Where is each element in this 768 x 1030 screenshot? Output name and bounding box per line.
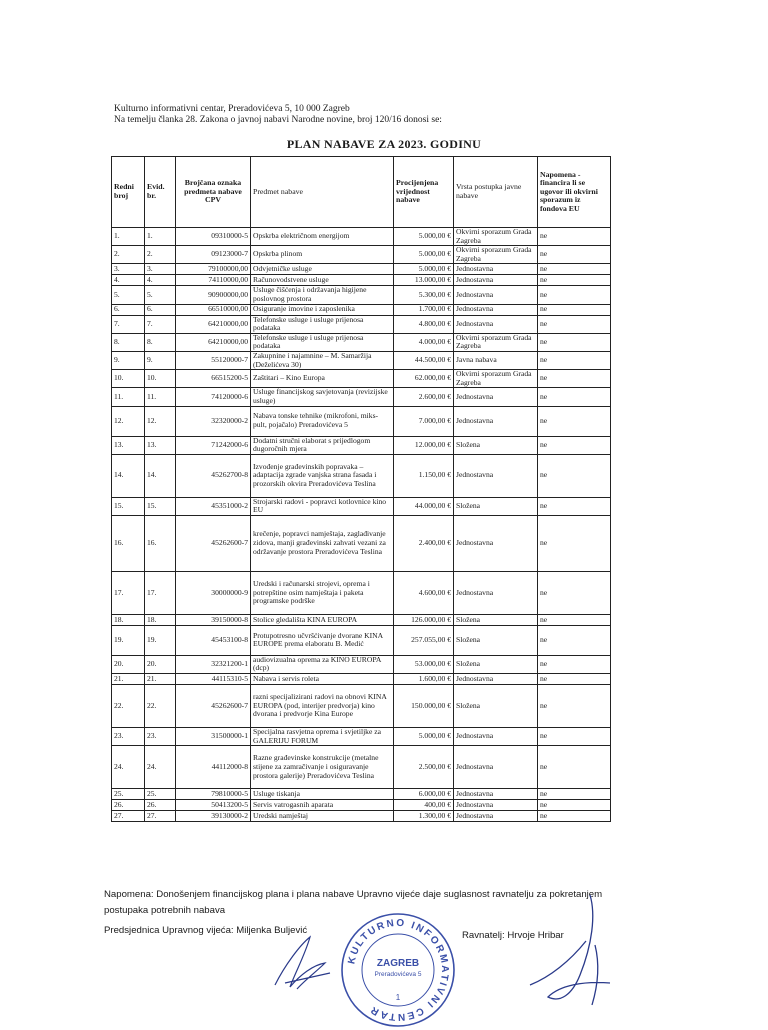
row-number: 2.	[112, 246, 145, 264]
row-cpv-code: 74110000,00	[176, 275, 251, 286]
row-evid-number: 6.	[145, 304, 176, 315]
col-redni-broj: Redni broj	[112, 157, 145, 228]
row-evid-number: 23.	[145, 728, 176, 746]
row-subject: Usluge financijskog savjetovanja (revizijske usluge)	[251, 388, 394, 406]
table-row	[112, 571, 611, 614]
row-eu-funds-note: ne	[538, 370, 611, 388]
row-procedure-type: Okvirni sporazum Grada Zagreba	[454, 370, 538, 388]
row-estimated-value: 7.000,00 €	[394, 406, 454, 436]
row-estimated-value: 150.000,00 €	[394, 685, 454, 728]
row-subject: Protupotresno učvršćivanje dvorane KINA EUROPE prema elaboratu B. Medić	[251, 625, 394, 655]
footer-note: Napomena: Donošenjem financijskog plana i plana nabave Upravno vijeće daje suglasnost ravnatelju za pokretanjem postupaka potrebnih nabava	[104, 889, 603, 916]
row-number: 3.	[112, 264, 145, 275]
row-subject: audiovizualna oprema za KINO EUROPA (dcp)	[251, 655, 394, 673]
row-eu-funds-note: ne	[538, 515, 611, 571]
row-evid-number: 26.	[145, 800, 176, 811]
table-row	[112, 625, 611, 655]
table-row	[112, 388, 611, 406]
row-estimated-value: 1.700,00 €	[394, 304, 454, 315]
table-row	[112, 728, 611, 746]
procurement-table	[111, 156, 611, 822]
row-estimated-value: 62.000,00 €	[394, 370, 454, 388]
row-subject: Uredski namještaj	[251, 811, 394, 822]
row-cpv-code: 64210000,00	[176, 333, 251, 351]
row-procedure-type: Jednostavna	[454, 275, 538, 286]
table-row	[112, 315, 611, 333]
table-row	[112, 685, 611, 728]
row-number: 18.	[112, 614, 145, 625]
row-number: 5.	[112, 286, 145, 304]
row-estimated-value: 2.600,00 €	[394, 388, 454, 406]
table-row	[112, 811, 611, 822]
row-evid-number: 18.	[145, 614, 176, 625]
row-cpv-code: 45262700-8	[176, 454, 251, 497]
row-subject: Zakupnine i najamnine – M. Samaržija (Deželićeva 30)	[251, 351, 394, 369]
row-estimated-value: 53.000,00 €	[394, 655, 454, 673]
table-header-row	[112, 157, 611, 228]
row-cpv-code: 44112000-8	[176, 746, 251, 789]
row-eu-funds-note: ne	[538, 304, 611, 315]
row-cpv-code: 32321200-1	[176, 655, 251, 673]
row-procedure-type: Jednostavna	[454, 286, 538, 304]
row-procedure-type: Složena	[454, 614, 538, 625]
row-subject: Računovodstvene usluge	[251, 275, 394, 286]
table-row	[112, 436, 611, 454]
table-row	[112, 286, 611, 304]
row-procedure-type: Javna nabava	[454, 351, 538, 369]
row-procedure-type: Jednostavna	[454, 315, 538, 333]
row-estimated-value: 4.000,00 €	[394, 333, 454, 351]
table-row	[112, 228, 611, 246]
row-evid-number: 19.	[145, 625, 176, 655]
row-cpv-code: 90900000,00	[176, 286, 251, 304]
row-subject: Telefonske usluge i usluge prijenosa podataka	[251, 333, 394, 351]
row-estimated-value: 5.000,00 €	[394, 264, 454, 275]
row-estimated-value: 1.150,00 €	[394, 454, 454, 497]
row-number: 16.	[112, 515, 145, 571]
row-cpv-code: 45262600-7	[176, 515, 251, 571]
director-signature-label: Ravnatelj: Hrvoje Hribar	[462, 930, 564, 941]
row-procedure-type: Jednostavna	[454, 571, 538, 614]
row-eu-funds-note: ne	[538, 351, 611, 369]
row-eu-funds-note: ne	[538, 811, 611, 822]
table-row	[112, 746, 611, 789]
header-legal-basis: Na temelju članka 28. Zakona o javnoj nabavi Narodne novine, broj 120/16 donosi se:	[114, 115, 442, 125]
row-estimated-value: 400,00 €	[394, 800, 454, 811]
row-subject: Odvjetničke usluge	[251, 264, 394, 275]
row-estimated-value: 2.400,00 €	[394, 515, 454, 571]
row-subject: Usluge tiskanja	[251, 789, 394, 800]
row-evid-number: 20.	[145, 655, 176, 673]
row-number: 26.	[112, 800, 145, 811]
row-number: 17.	[112, 571, 145, 614]
row-procedure-type: Složena	[454, 685, 538, 728]
row-eu-funds-note: ne	[538, 497, 611, 515]
table-row	[112, 454, 611, 497]
row-evid-number: 12.	[145, 406, 176, 436]
row-procedure-type: Jednostavna	[454, 728, 538, 746]
row-estimated-value: 2.500,00 €	[394, 746, 454, 789]
row-cpv-code: 09123000-7	[176, 246, 251, 264]
row-evid-number: 5.	[145, 286, 176, 304]
table-row	[112, 614, 611, 625]
row-estimated-value: 12.000,00 €	[394, 436, 454, 454]
row-number: 11.	[112, 388, 145, 406]
row-procedure-type: Okvirni sporazum Grada Zagreba	[454, 228, 538, 246]
row-subject: Osiguranje imovine i zaposlenika	[251, 304, 394, 315]
row-number: 9.	[112, 351, 145, 369]
row-estimated-value: 5.300,00 €	[394, 286, 454, 304]
table-row	[112, 406, 611, 436]
chair-signature-label: Predsjednica Upravnog vijeća: Miljenka Buljević	[104, 925, 308, 936]
row-eu-funds-note: ne	[538, 728, 611, 746]
row-number: 20.	[112, 655, 145, 673]
table-row	[112, 515, 611, 571]
row-eu-funds-note: ne	[538, 436, 611, 454]
row-cpv-code: 66510000,00	[176, 304, 251, 315]
row-subject: Stolice gledališta KINA EUROPA	[251, 614, 394, 625]
row-number: 7.	[112, 315, 145, 333]
row-number: 23.	[112, 728, 145, 746]
row-cpv-code: 64210000,00	[176, 315, 251, 333]
row-cpv-code: 55120000-7	[176, 351, 251, 369]
row-eu-funds-note: ne	[538, 406, 611, 436]
stamp-street: Preradovićeva 5	[374, 971, 422, 978]
row-estimated-value: 4.800,00 €	[394, 315, 454, 333]
row-evid-number: 15.	[145, 497, 176, 515]
row-procedure-type: Jednostavna	[454, 746, 538, 789]
row-procedure-type: Složena	[454, 497, 538, 515]
table-row	[112, 246, 611, 264]
row-subject: Nabava i servis roleta	[251, 674, 394, 685]
row-subject: Uredski i računarski strojevi, oprema i potrepštine osim namještaja i paketa programske podrške	[251, 571, 394, 614]
row-evid-number: 21.	[145, 674, 176, 685]
row-subject: Izvođenje građevinskih popravaka – adaptacija zgrade vanjska strana fasada i prozorskih okvira Preradovićeva Teslina	[251, 454, 394, 497]
row-eu-funds-note: ne	[538, 625, 611, 655]
row-eu-funds-note: ne	[538, 746, 611, 789]
row-procedure-type: Složena	[454, 655, 538, 673]
row-subject: Opskrba električnom energijom	[251, 228, 394, 246]
row-number: 10.	[112, 370, 145, 388]
row-number: 19.	[112, 625, 145, 655]
row-estimated-value: 126.000,00 €	[394, 614, 454, 625]
row-evid-number: 1.	[145, 228, 176, 246]
row-subject: Strojarski radovi - popravci kotlovnice kino EU	[251, 497, 394, 515]
row-evid-number: 27.	[145, 811, 176, 822]
row-estimated-value: 1.600,00 €	[394, 674, 454, 685]
row-eu-funds-note: ne	[538, 264, 611, 275]
row-number: 27.	[112, 811, 145, 822]
row-eu-funds-note: ne	[538, 454, 611, 497]
table-row	[112, 655, 611, 673]
row-eu-funds-note: ne	[538, 655, 611, 673]
chair-signature-scribble	[255, 925, 345, 995]
row-subject: Opskrba plinom	[251, 246, 394, 264]
row-number: 12.	[112, 406, 145, 436]
table-row	[112, 351, 611, 369]
stamp-ring-text: KULTURNO INFORMATIVNI CENTAR	[346, 917, 451, 1023]
row-eu-funds-note: ne	[538, 228, 611, 246]
row-subject: Usluge čišćenja i održavanja higijene poslovnog prostora	[251, 286, 394, 304]
table-row	[112, 497, 611, 515]
row-procedure-type: Jednostavna	[454, 388, 538, 406]
row-eu-funds-note: ne	[538, 614, 611, 625]
row-number: 15.	[112, 497, 145, 515]
row-eu-funds-note: ne	[538, 800, 611, 811]
row-evid-number: 22.	[145, 685, 176, 728]
table-row	[112, 275, 611, 286]
row-evid-number: 13.	[145, 436, 176, 454]
row-cpv-code: 44115310-5	[176, 674, 251, 685]
row-eu-funds-note: ne	[538, 789, 611, 800]
row-procedure-type: Okvirni sporazum Grada Zagreba	[454, 333, 538, 351]
col-cpv: Brojčana oznaka predmeta nabave CPV	[176, 157, 251, 228]
row-eu-funds-note: ne	[538, 685, 611, 728]
stamp-city: ZAGREB	[376, 958, 420, 969]
row-number: 25.	[112, 789, 145, 800]
row-procedure-type: Složena	[454, 625, 538, 655]
row-cpv-code: 79810000-5	[176, 789, 251, 800]
row-cpv-code: 09310000-5	[176, 228, 251, 246]
row-number: 6.	[112, 304, 145, 315]
row-estimated-value: 6.000,00 €	[394, 789, 454, 800]
row-cpv-code: 50413200-5	[176, 800, 251, 811]
row-number: 4.	[112, 275, 145, 286]
row-number: 21.	[112, 674, 145, 685]
row-cpv-code: 32320000-2	[176, 406, 251, 436]
row-eu-funds-note: ne	[538, 315, 611, 333]
row-subject: krečenje, popravci namještaja, zaglađivanje zidova, manji građevinski zahvati vezani za održavanje prostora Preradovićeva Teslina	[251, 515, 394, 571]
row-cpv-code: 30000000-9	[176, 571, 251, 614]
row-eu-funds-note: ne	[538, 674, 611, 685]
row-estimated-value: 5.000,00 €	[394, 246, 454, 264]
row-estimated-value: 5.000,00 €	[394, 728, 454, 746]
row-cpv-code: 39150000-8	[176, 614, 251, 625]
row-evid-number: 8.	[145, 333, 176, 351]
row-estimated-value: 44.500,00 €	[394, 351, 454, 369]
row-evid-number: 7.	[145, 315, 176, 333]
row-eu-funds-note: ne	[538, 286, 611, 304]
table-row	[112, 370, 611, 388]
row-evid-number: 24.	[145, 746, 176, 789]
row-evid-number: 3.	[145, 264, 176, 275]
row-number: 1.	[112, 228, 145, 246]
row-number: 14.	[112, 454, 145, 497]
row-estimated-value: 1.300,00 €	[394, 811, 454, 822]
row-evid-number: 11.	[145, 388, 176, 406]
row-cpv-code: 74120000-6	[176, 388, 251, 406]
col-postupak: Vrsta postupka javne nabave	[454, 157, 538, 228]
row-subject: Servis vatrogasnih aparata	[251, 800, 394, 811]
row-cpv-code: 71242000-6	[176, 436, 251, 454]
row-number: 13.	[112, 436, 145, 454]
row-estimated-value: 257.055,00 €	[394, 625, 454, 655]
table-row	[112, 800, 611, 811]
row-evid-number: 17.	[145, 571, 176, 614]
row-procedure-type: Složena	[454, 436, 538, 454]
row-evid-number: 2.	[145, 246, 176, 264]
row-cpv-code: 45262600-7	[176, 685, 251, 728]
row-procedure-type: Jednostavna	[454, 811, 538, 822]
director-signature-scribble	[500, 885, 630, 1015]
col-vrijednost: Procijenjena vrijednost nabave	[394, 157, 454, 228]
row-evid-number: 16.	[145, 515, 176, 571]
col-evid-br: Evid. br.	[145, 157, 176, 228]
row-procedure-type: Jednostavna	[454, 406, 538, 436]
table-row	[112, 304, 611, 315]
row-eu-funds-note: ne	[538, 333, 611, 351]
institution-stamp	[338, 910, 458, 1030]
row-evid-number: 9.	[145, 351, 176, 369]
row-procedure-type: Okvirni sporazum Grada Zagreba	[454, 246, 538, 264]
table-row	[112, 333, 611, 351]
table-row	[112, 789, 611, 800]
row-subject: Zaštitari – Kino Europa	[251, 370, 394, 388]
row-estimated-value: 5.000,00 €	[394, 228, 454, 246]
row-procedure-type: Jednostavna	[454, 789, 538, 800]
table-row	[112, 264, 611, 275]
row-cpv-code: 45453100-8	[176, 625, 251, 655]
row-procedure-type: Jednostavna	[454, 264, 538, 275]
row-eu-funds-note: ne	[538, 388, 611, 406]
row-procedure-type: Jednostavna	[454, 304, 538, 315]
row-subject: Nabava tonske tehnike (mikrofoni, miks-pult, pojačalo) Preradovićeva 5	[251, 406, 394, 436]
header-address: Kulturno informativni centar, Preradovićeva 5, 10 000 Zagreb	[114, 104, 350, 114]
col-predmet: Predmet nabave	[251, 157, 394, 228]
row-subject: Telefonske usluge i usluge prijenosa podataka	[251, 315, 394, 333]
row-estimated-value: 4.600,00 €	[394, 571, 454, 614]
row-eu-funds-note: ne	[538, 275, 611, 286]
row-cpv-code: 39130000-2	[176, 811, 251, 822]
row-procedure-type: Jednostavna	[454, 454, 538, 497]
row-cpv-code: 79100000,00	[176, 264, 251, 275]
row-subject: Dodatni stručni elaborat s prijedlogom dugoročnih mjera	[251, 436, 394, 454]
row-subject: razni specijalizirani radovi na obnovi KINA EUROPA (pod, interijer predvorja) kino dvorana i predvorje Kina Europe	[251, 685, 394, 728]
row-cpv-code: 31500000-1	[176, 728, 251, 746]
page-title: PLAN NABAVE ZA 2023. GODINU	[286, 137, 482, 151]
row-evid-number: 10.	[145, 370, 176, 388]
table-row	[112, 674, 611, 685]
col-napomena: Napomena - financira li se ugovor ili okvirni sporazum iz fondova EU	[538, 157, 611, 228]
row-eu-funds-note: ne	[538, 571, 611, 614]
row-estimated-value: 13.000,00 €	[394, 275, 454, 286]
row-subject: Razne građevinske konstrukcije (metalne stijene za zamračivanje i osiguravanje prostora galerije) Preradovićeva Teslina	[251, 746, 394, 789]
row-evid-number: 4.	[145, 275, 176, 286]
row-subject: Specijalna rasvjetna oprema i svjetiljke za GALERIJU FORUM	[251, 728, 394, 746]
row-number: 24.	[112, 746, 145, 789]
row-number: 22.	[112, 685, 145, 728]
row-procedure-type: Jednostavna	[454, 800, 538, 811]
row-procedure-type: Jednostavna	[454, 515, 538, 571]
row-estimated-value: 44.000,00 €	[394, 497, 454, 515]
row-eu-funds-note: ne	[538, 246, 611, 264]
row-cpv-code: 45351000-2	[176, 497, 251, 515]
row-procedure-type: Jednostavna	[454, 674, 538, 685]
row-evid-number: 14.	[145, 454, 176, 497]
row-number: 8.	[112, 333, 145, 351]
row-cpv-code: 66515200-5	[176, 370, 251, 388]
row-evid-number: 25.	[145, 789, 176, 800]
stamp-number: 1	[395, 993, 401, 1002]
